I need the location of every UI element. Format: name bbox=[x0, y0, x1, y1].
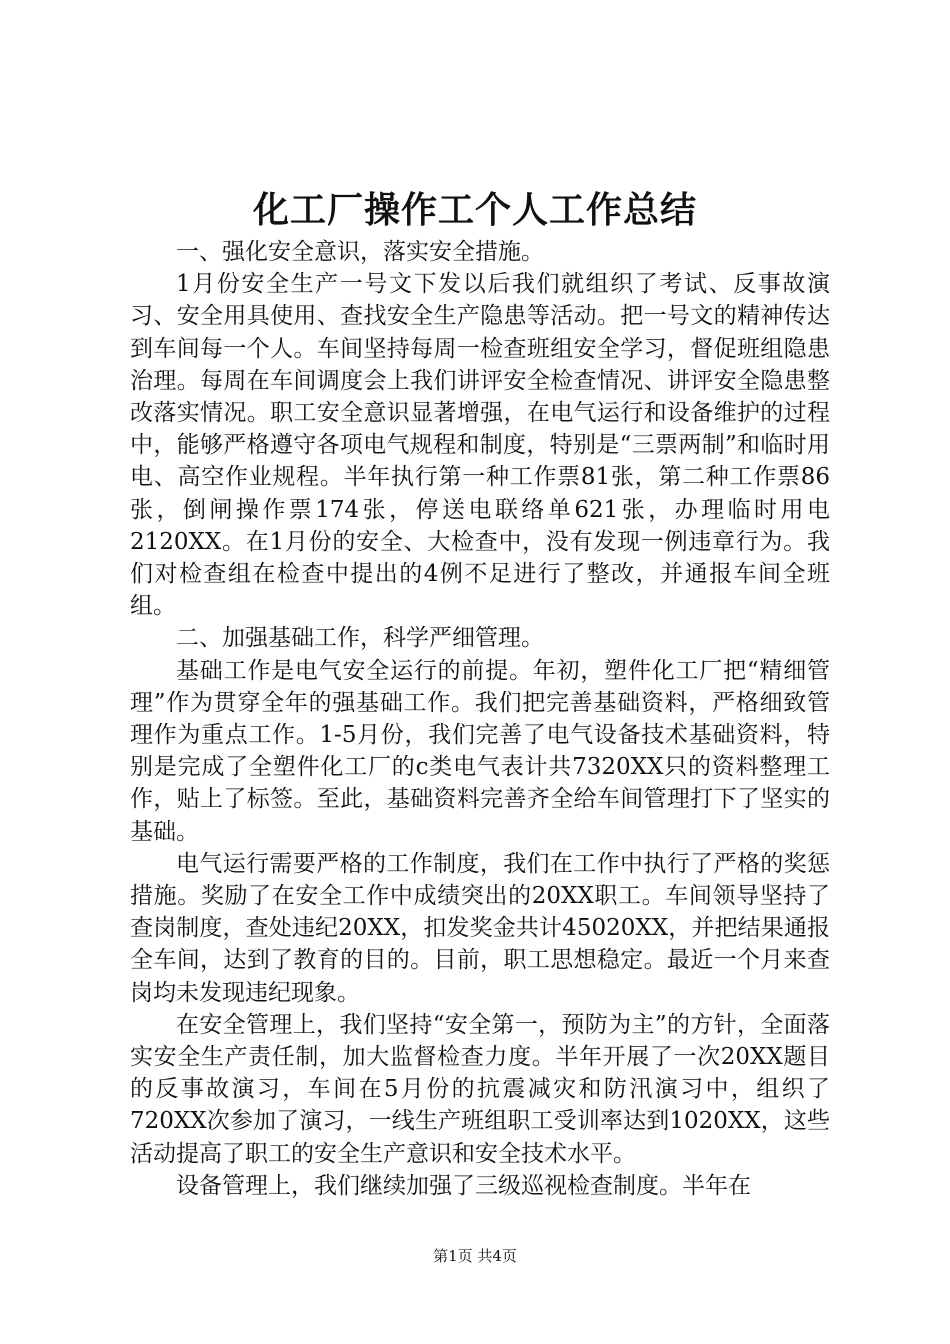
paragraph-safety-management: 在安全管理上，我们坚持“安全第一，预防为主”的方针，全面落实安全生产责任制，加大监督检查力度。半年开展了一次20XX题目的反事故演习，车间在5月份的抗震减灾和防汛演习中，组织了720XX次参加了演习，一线生产班组职工受训率达到1020XX，这些活动提高了职工的安全生产意识和安全技术水平。 bbox=[130, 1011, 830, 1167]
page-footer: 第1页 共4页 bbox=[433, 1247, 517, 1265]
section-heading-2: 二、加强基础工作，科学严细管理。 bbox=[176, 625, 544, 652]
paragraph-discipline: 电气运行需要严格的工作制度，我们在工作中执行了严格的奖惩措施。奖励了在安全工作中成绩突出的20XX职工。车间领导坚持了查岗制度，查处违纪20XX，扣发奖金共计45020XX，并把结果通报全车间，达到了教育的目的。目前，职工思想稳定。最近一个月来查岗均未发现违纪现象。 bbox=[130, 850, 830, 1006]
paragraph-equipment: 设备管理上，我们继续加强了三级巡视检查制度。半年在 bbox=[176, 1172, 751, 1199]
document-title: 化工厂操作工个人工作总结 bbox=[252, 189, 697, 231]
paragraph-foundation: 基础工作是电气安全运行的前提。年初，塑件化工厂把“精细管理”作为贯穿全年的强基础工作。我们把完善基础资料，严格细致管理作为重点工作。1-5月份，我们完善了电气设备技术基础资料，特别是完成了全塑件化工厂的c类电气表计共7320XX只的资料整理工作，贴上了标签。至此，基础资料完善齐全给车间管理打下了坚实的基础。 bbox=[130, 657, 830, 845]
document-body bbox=[130, 236, 830, 1202]
paragraph-safety: 1月份安全生产一号文下发以后我们就组织了考试、反事故演习、安全用具使用、查找安全生产隐患等活动。把一号文的精神传达到车间每一个人。车间坚持每周一检查班组安全学习，督促班组隐患治理。每周在车间调度会上我们讲评安全检查情况、讲评安全隐患整改落实情况。职工安全意识显著增强，在电气运行和设备维护的过程中，能够严格遵守各项电气规程和制度，特别是“三票两制”和临时用电、高空作业规程。半年执行第一种工作票81张，第二种工作票86张，倒闸操作票174张，停送电联络单621张，办理临时用电2120XX。在1月份的安全、大检查中，没有发现一例违章行为。我们对检查组在检查中提出的4例不足进行了整改，并通报车间全班组。 bbox=[130, 271, 830, 620]
section-heading-1: 一、强化安全意识，落实安全措施。 bbox=[176, 239, 544, 265]
